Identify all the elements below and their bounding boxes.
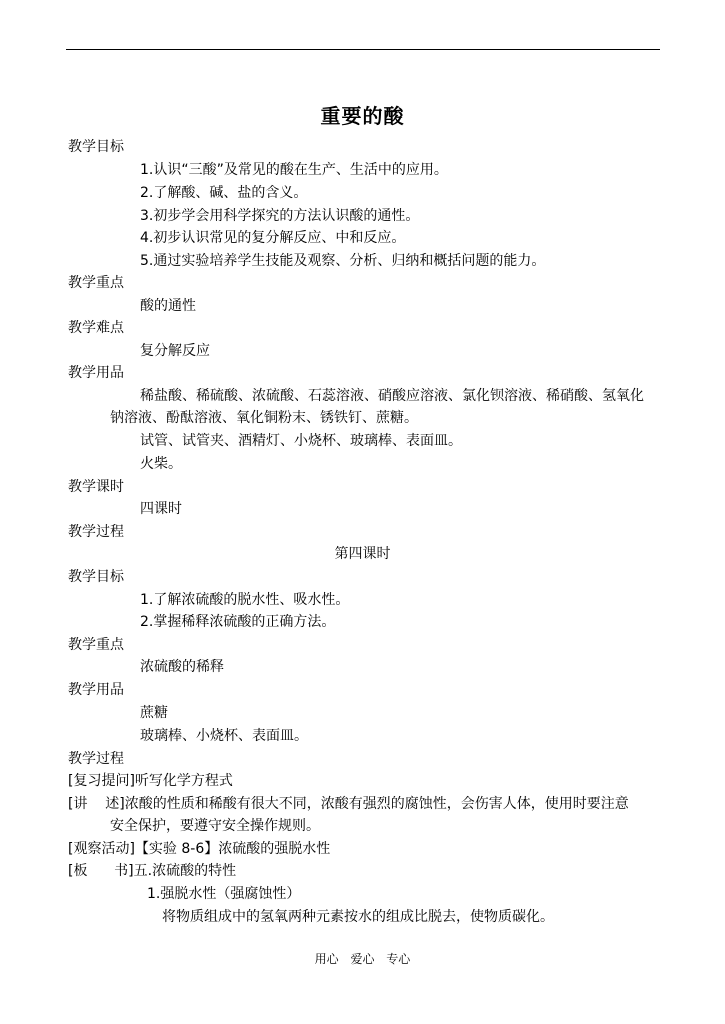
observe-activity: [观察活动]【实验 8-6】浓硫酸的强脱水性 xyxy=(68,841,331,857)
objective-item: 5.通过实验培养学生技能及观察、分析、归纳和概括问题的能力。 xyxy=(140,253,546,269)
section-label-objectives: 教学目标 xyxy=(68,139,124,155)
materials-line: 钠溶液、酚酞溶液、氧化铜粉末、锈铁钉、蔗糖。 xyxy=(110,410,418,426)
page-footer: 用心 爱心 专心 xyxy=(314,952,411,966)
materials-line: 火柴。 xyxy=(140,456,182,472)
section-label-process-2: 教学过程 xyxy=(68,751,124,767)
objective-item: 1.认识“三酸”及常见的酸在生产、生活中的应用。 xyxy=(140,162,448,178)
materials-line: 玻璃棒、小烧杯、表面皿。 xyxy=(140,728,308,744)
section-label-materials: 教学用品 xyxy=(68,365,124,381)
document-title: 重要的酸 xyxy=(320,104,405,128)
materials-line: 试管、试管夹、酒精灯、小烧杯、玻璃棒、表面皿。 xyxy=(140,433,462,449)
objective-item: 1.了解浓硫酸的脱水性、吸水性。 xyxy=(140,592,350,608)
objective-item: 3.初步学会用科学探究的方法认识酸的通性。 xyxy=(140,208,420,224)
objective-item: 2.掌握稀释浓硫酸的正确方法。 xyxy=(140,614,336,630)
board-text: [板 书]五.浓硫酸的特性 xyxy=(68,863,237,879)
difficulties-text: 复分解反应 xyxy=(140,343,210,359)
hours-text: 四课时 xyxy=(140,501,182,517)
lecture-text: 安全保护，要遵守安全操作规则。 xyxy=(110,818,320,834)
section-label-keypoints: 教学重点 xyxy=(68,275,124,291)
board-item: 1.强脱水性（强腐蚀性） xyxy=(147,886,301,902)
section-label-keypoints-2: 教学重点 xyxy=(68,637,124,653)
keypoints-text: 酸的通性 xyxy=(140,298,196,314)
objective-item: 2.了解酸、碱、盐的含义。 xyxy=(140,185,308,201)
section-label-difficulties: 教学难点 xyxy=(68,320,124,336)
section-label-hours: 教学课时 xyxy=(68,479,124,495)
lesson-title: 第四课时 xyxy=(334,546,391,562)
section-label-objectives-2: 教学目标 xyxy=(68,569,124,585)
section-label-materials-2: 教学用品 xyxy=(68,682,124,698)
materials-line: 蔗糖 xyxy=(140,705,168,721)
keypoints-text: 浓硫酸的稀释 xyxy=(140,659,224,675)
review-question: [复习提问]听写化学方程式 xyxy=(68,773,233,789)
objective-item: 4.初步认识常见的复分解反应、中和反应。 xyxy=(140,230,406,246)
lecture-text: [讲 述]浓酸的性质和稀酸有很大不同，浓酸有强烈的腐蚀性，会伤害人体，使用时要注意 xyxy=(68,796,629,812)
materials-line: 稀盐酸、稀硫酸、浓硫酸、石蕊溶液、硝酸应溶液、氯化钡溶液、稀硝酸、氢氧化 xyxy=(140,388,644,404)
header-rule xyxy=(66,49,660,50)
board-item-description: 将物质组成中的氢氧两种元素按水的组成比脱去，使物质碳化。 xyxy=(162,909,554,925)
section-label-process: 教学过程 xyxy=(68,524,124,540)
